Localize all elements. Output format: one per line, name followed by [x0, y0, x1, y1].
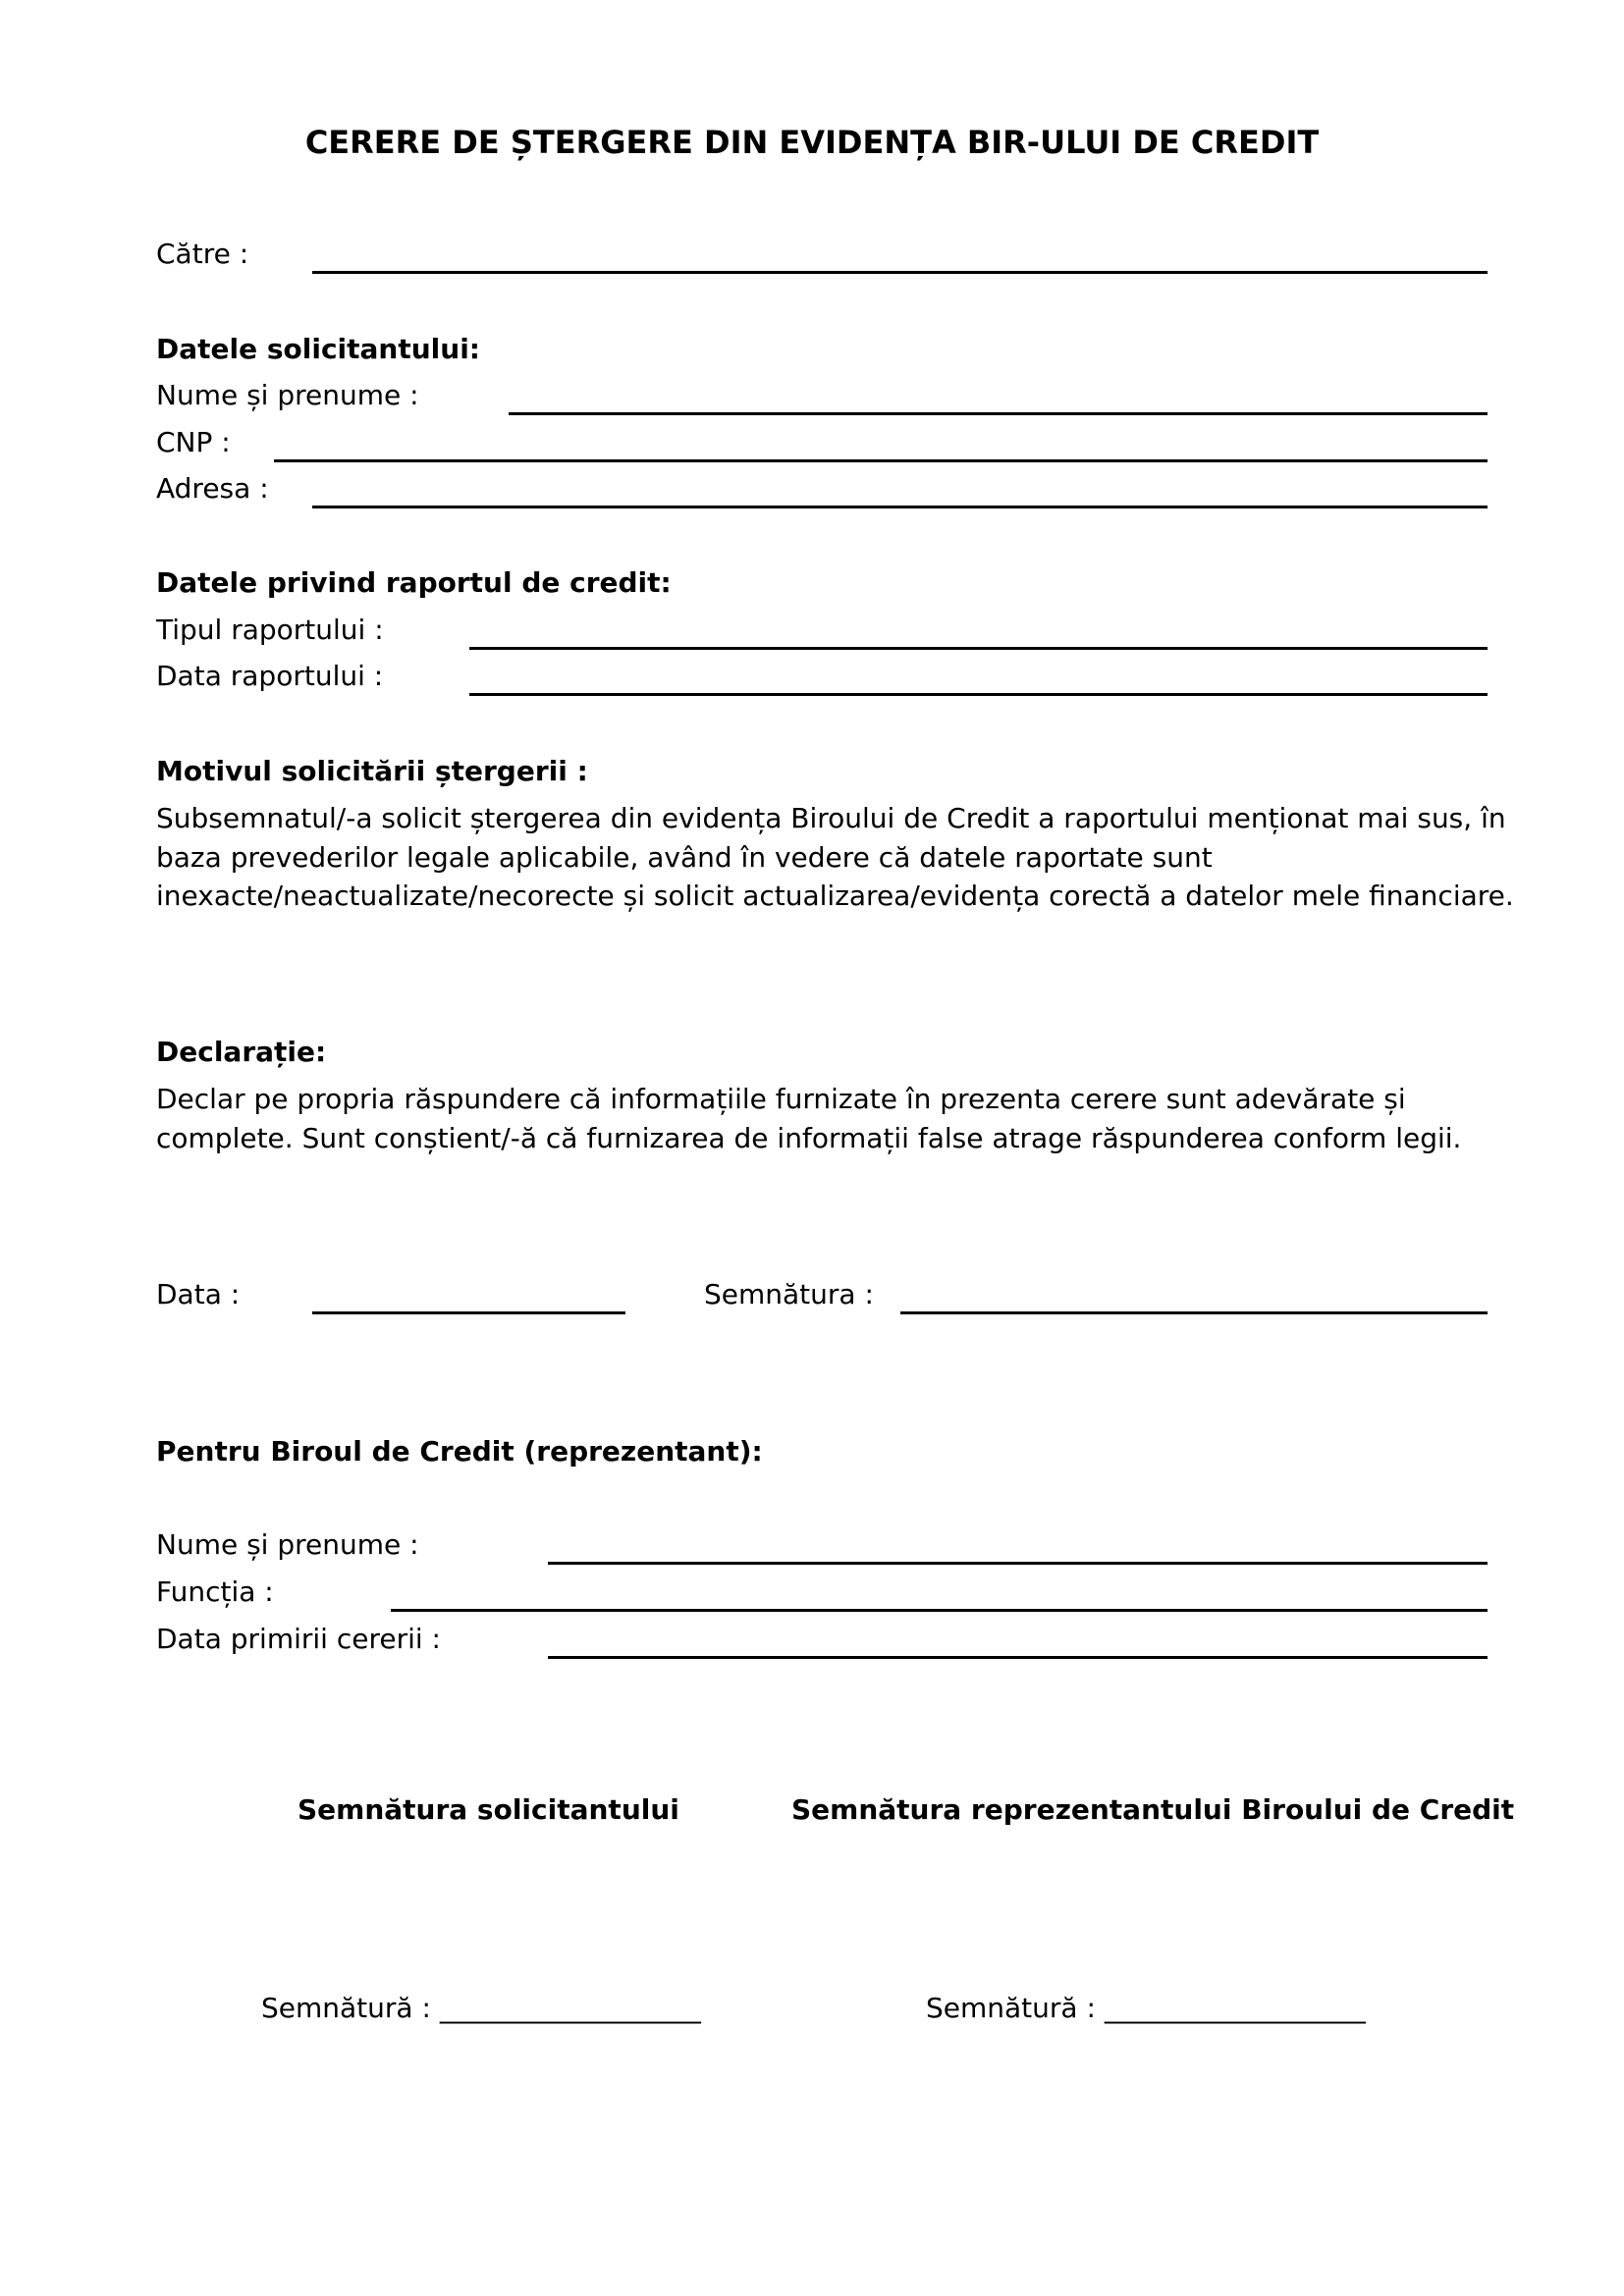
applicant-name-label: Nume și prenume :	[156, 379, 419, 411]
recipient-label: Către :	[156, 238, 249, 270]
address-label: Adresa :	[156, 472, 269, 505]
rep-signature-blank: ___________________	[1104, 1992, 1366, 2024]
rep-name-field[interactable]	[548, 1562, 1488, 1565]
received-date-label: Data primirii cererii :	[156, 1623, 441, 1655]
rep-signature-heading: Semnătura reprezentantului Biroului de Credit	[791, 1793, 1515, 1826]
date-label: Data :	[156, 1278, 241, 1310]
signature-field[interactable]	[900, 1311, 1488, 1314]
signature-label: Semnătura :	[704, 1278, 874, 1310]
applicant-signature-heading: Semnătura solicitantului	[298, 1793, 679, 1826]
reason-heading: Motivul solicitării ștergerii :	[156, 755, 588, 787]
recipient-field[interactable]	[312, 271, 1488, 274]
cnp-field[interactable]	[274, 459, 1488, 462]
applicant-signature-label: Semnătură :	[261, 1992, 431, 2024]
cnp-label: CNP :	[156, 426, 231, 458]
report-section-heading: Datele privind raportul de credit:	[156, 566, 672, 599]
rep-function-field[interactable]	[391, 1609, 1488, 1612]
bureau-section-heading: Pentru Biroul de Credit (reprezentant):	[156, 1435, 763, 1468]
rep-signature-line[interactable]	[926, 1992, 1366, 2025]
report-type-label: Tipul raportului :	[156, 614, 384, 646]
received-date-field[interactable]	[548, 1656, 1488, 1659]
report-date-field[interactable]	[469, 693, 1488, 696]
applicant-name-field[interactable]	[509, 412, 1488, 415]
report-type-field[interactable]	[469, 647, 1488, 650]
reason-text: Subsemnatul/-a solicit ștergerea din evidența Biroului de Credit a raportului menționat mai sus, în baza prevederilor legale aplicabile, având în vedere că datele raportate sunt inexacte/neactualizate/necorecte și solicit actualizarea/evidența corectă a datelor mele financiare.	[156, 802, 1514, 912]
document-title: CERERE DE ȘTERGERE DIN EVIDENȚA BIR-ULUI DE CREDIT	[304, 124, 1320, 161]
rep-function-label: Funcția :	[156, 1575, 274, 1608]
applicant-signature-line[interactable]	[261, 1992, 701, 2025]
declaration-heading: Declarație:	[156, 1036, 327, 1068]
date-field[interactable]	[312, 1311, 625, 1314]
report-date-label: Data raportului :	[156, 660, 384, 692]
rep-name-label: Nume și prenume :	[156, 1528, 419, 1561]
declaration-text: Declar pe propria răspundere că informațiile furnizate în prezenta cerere sunt adevărate și complete. Sunt conștient/-ă că furnizarea de informații false atrage răspunderea conform legii.	[156, 1083, 1462, 1154]
address-field[interactable]	[312, 506, 1488, 508]
applicant-signature-blank: ___________________	[439, 1992, 701, 2024]
applicant-section-heading: Datele solicitantului:	[156, 333, 480, 365]
rep-signature-label: Semnătură :	[926, 1992, 1096, 2024]
